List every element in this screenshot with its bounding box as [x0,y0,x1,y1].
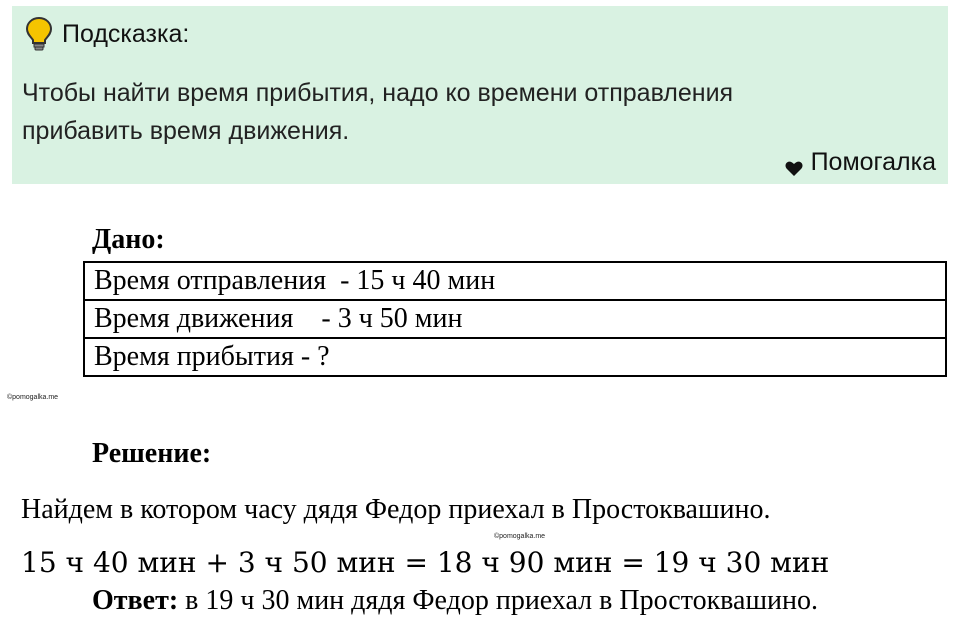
answer-label: Ответ: [92,585,179,616]
hint-box [12,6,948,184]
hint-header [24,16,189,52]
table-row [84,300,946,338]
hint-text-line: Чтобы найти время прибытия, надо ко времени отправления [22,79,734,107]
brand-label [785,148,936,177]
brand-name: Помогалка [810,148,936,176]
lightbulb-icon [24,16,54,52]
table-row [84,338,946,376]
watermark: ©pomogalka.me [7,394,59,401]
answer-line [92,585,818,617]
table-cell: Время прибытия - ? [84,338,946,376]
heart-icon [785,155,803,171]
solution-text: Найдем в котором часу дядя Федор приехал в Простоквашино. [21,494,771,525]
given-title: Дано: [92,224,165,255]
solution-equation: 15 ч 40 мин + 3 ч 50 мин = 18 ч 90 мин = 19 ч 30 мин [21,546,830,579]
table-cell: Время отправления - 15 ч 40 мин [84,262,946,300]
watermark: ©pomogalka.me [494,533,546,540]
solution-title: Решение: [92,438,212,469]
hint-title: Подсказка: [62,19,190,48]
table-row [84,262,946,300]
given-table [83,261,947,377]
hint-text [22,74,922,150]
hint-text-line: прибавить время движения. [22,117,350,145]
answer-text: в 19 ч 30 мин дядя Федор приехал в Простоквашино. [178,585,818,616]
table-cell: Время движения - 3 ч 50 мин [84,300,946,338]
